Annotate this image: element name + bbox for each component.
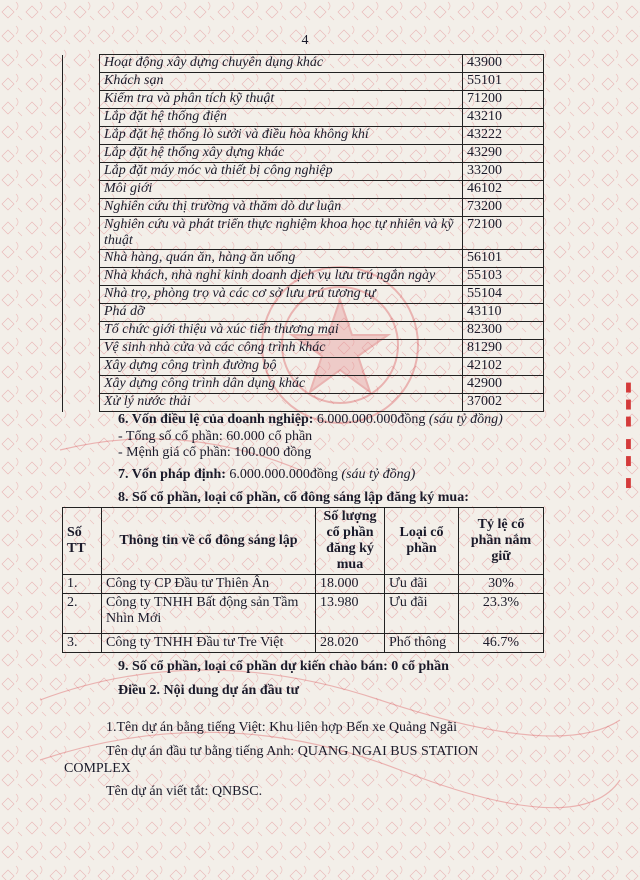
industry-code: 37002: [463, 394, 544, 412]
industry-row: [63, 358, 544, 376]
industry-name: Nhà hàng, quán ăn, hàng ăn uống: [100, 250, 463, 268]
industry-code: 82300: [463, 322, 544, 340]
industry-name: Hoạt động xây dựng chuyên dụng khác: [100, 55, 463, 73]
industry-row: [63, 91, 544, 109]
industry-name: Phá dỡ: [100, 304, 463, 322]
founder-info: Công ty TNHH Bất động sản Tầm Nhìn Mới: [102, 594, 316, 634]
industry-row-spacer: [63, 376, 100, 394]
founder-ratio: 30%: [459, 575, 544, 594]
industry-row: [63, 163, 544, 181]
founder-row: [63, 575, 544, 594]
founder-no: 2.: [63, 594, 102, 634]
industry-row-spacer: [63, 340, 100, 358]
founder-no: 1.: [63, 575, 102, 594]
industry-name: Nhà trọ, phòng trọ và các cơ sở lưu trú tương tự: [100, 286, 463, 304]
industry-name: Khách sạn: [100, 73, 463, 91]
industry-row-spacer: [63, 250, 100, 268]
industry-row-spacer: [63, 181, 100, 199]
founders-table: [62, 507, 544, 653]
industry-row: [63, 199, 544, 217]
industry-row-spacer: [63, 358, 100, 376]
industry-name: Kiểm tra và phân tích kỹ thuật: [100, 91, 463, 109]
industry-row-spacer: [63, 322, 100, 340]
founders-heading: 8. Số cổ phần, loại cổ phần, cổ đông sáng lập đăng ký mua:: [118, 490, 469, 505]
industry-row-spacer: [63, 199, 100, 217]
industry-code: 55101: [463, 73, 544, 91]
industry-code: 55104: [463, 286, 544, 304]
side-stamp: ▮▮▮ ▮▮ ▮: [622, 380, 637, 493]
industry-name: Nghiên cứu và phát triển thực nghiệm khoa học tự nhiên và kỹ thuật: [100, 217, 463, 250]
founder-no: 3.: [63, 634, 102, 653]
industry-row-spacer: [63, 55, 100, 73]
industry-code: 43110: [463, 304, 544, 322]
industry-code: 73200: [463, 199, 544, 217]
founder-info: Công ty CP Đầu tư Thiên Ân: [102, 575, 316, 594]
founder-info: Công ty TNHH Đầu tư Tre Việt: [102, 634, 316, 653]
project-abbreviation: Tên dự án viết tắt: QNBSC.: [106, 784, 263, 799]
total-shares: - Tổng số cổ phần: 60.000 cổ phần: [118, 429, 313, 444]
industry-code: 42900: [463, 376, 544, 394]
industry-row: [63, 109, 544, 127]
industry-row-spacer: [63, 127, 100, 145]
col-qty: Số lượng cổ phần đăng ký mua: [316, 508, 385, 575]
industry-row: [63, 250, 544, 268]
industry-name: Vệ sinh nhà cửa và các công trình khác: [100, 340, 463, 358]
project-name-en-cont: COMPLEX: [64, 761, 131, 776]
col-type: Loại cổ phần: [385, 508, 459, 575]
industry-row: [63, 127, 544, 145]
project-name-vn: 1.Tên dự án bằng tiếng Việt: Khu liên hợp Bến xe Quảng Ngãi: [106, 720, 457, 735]
industry-code: 43290: [463, 145, 544, 163]
founder-type: Ưu đãi: [385, 575, 459, 594]
project-name-en: Tên dự án đầu tư bằng tiếng Anh: QUANG NGAI BUS STATION: [106, 744, 479, 759]
industry-row-spacer: [63, 73, 100, 91]
industry-row-spacer: [63, 394, 100, 412]
industry-row: [63, 55, 544, 73]
industry-name: Nhà khách, nhà nghỉ kinh doanh dịch vụ lưu trú ngắn ngày: [100, 268, 463, 286]
article-2-heading: Điều 2. Nội dung dự án đầu tư: [118, 683, 299, 698]
industry-code: 43900: [463, 55, 544, 73]
industry-row-spacer: [63, 304, 100, 322]
industry-code: 43222: [463, 127, 544, 145]
industry-row: [63, 73, 544, 91]
industry-code: 72100: [463, 217, 544, 250]
industry-code: 71200: [463, 91, 544, 109]
founder-qty: 13.980: [316, 594, 385, 634]
legal-capital-line: 7. Vốn pháp định: 6.000.000.000đồng (sáu tỷ đồng): [118, 467, 416, 482]
founder-type: Ưu đãi: [385, 594, 459, 634]
industry-row: [63, 394, 544, 412]
industry-code: 56101: [463, 250, 544, 268]
industry-table: [62, 54, 544, 412]
founder-ratio: 23.3%: [459, 594, 544, 634]
industry-code: 81290: [463, 340, 544, 358]
founder-qty: 18.000: [316, 575, 385, 594]
industry-row: [63, 304, 544, 322]
industry-row-spacer: [63, 91, 100, 109]
industry-row: [63, 286, 544, 304]
industry-row: [63, 340, 544, 358]
industry-row-spacer: [63, 217, 100, 250]
industry-row-spacer: [63, 286, 100, 304]
industry-row-spacer: [63, 163, 100, 181]
industry-row: [63, 217, 544, 250]
industry-row-spacer: [63, 109, 100, 127]
industry-row: [63, 145, 544, 163]
industry-code: 46102: [463, 181, 544, 199]
industry-name: Lắp đặt hệ thống lò sưởi và điều hòa không khí: [100, 127, 463, 145]
industry-name: Xây dựng công trình đường bộ: [100, 358, 463, 376]
industry-row: [63, 181, 544, 199]
industry-code: 43210: [463, 109, 544, 127]
col-ratio: Tỷ lệ cổ phần nắm giữ: [459, 508, 544, 575]
industry-name: Xây dựng công trình dân dụng khác: [100, 376, 463, 394]
industry-name: Lắp đặt máy móc và thiết bị công nghiệp: [100, 163, 463, 181]
founder-qty: 28.020: [316, 634, 385, 653]
industry-code: 42102: [463, 358, 544, 376]
founder-type: Phổ thông: [385, 634, 459, 653]
industry-name: Tổ chức giới thiệu và xúc tiến thương mại: [100, 322, 463, 340]
industry-row-spacer: [63, 145, 100, 163]
industry-name: Xử lý nước thải: [100, 394, 463, 412]
industry-row-spacer: [63, 268, 100, 286]
industry-code: 55103: [463, 268, 544, 286]
col-no: Số TT: [63, 508, 102, 575]
col-info: Thông tin về cổ đông sáng lập: [102, 508, 316, 575]
industry-name: Lắp đặt hệ thống xây dựng khác: [100, 145, 463, 163]
industry-row: [63, 322, 544, 340]
industry-name: Nghiên cứu thị trường và thăm dò dư luận: [100, 199, 463, 217]
industry-name: Lắp đặt hệ thống điện: [100, 109, 463, 127]
charter-capital-line: 6. Vốn điều lệ của doanh nghiệp: 6.000.000.000đồng (sáu tỷ đồng): [118, 412, 503, 427]
page-number: 4: [301, 33, 309, 48]
founder-row: [63, 594, 544, 634]
industry-row: [63, 268, 544, 286]
par-value: - Mệnh giá cổ phần: 100.000 đồng: [118, 445, 312, 460]
industry-name: Môi giới: [100, 181, 463, 199]
offering-line: 9. Số cổ phần, loại cổ phần dự kiến chào bán: 0 cổ phần: [118, 659, 449, 674]
industry-code: 33200: [463, 163, 544, 181]
founder-row: [63, 634, 544, 653]
industry-row: [63, 376, 544, 394]
founder-ratio: 46.7%: [459, 634, 544, 653]
